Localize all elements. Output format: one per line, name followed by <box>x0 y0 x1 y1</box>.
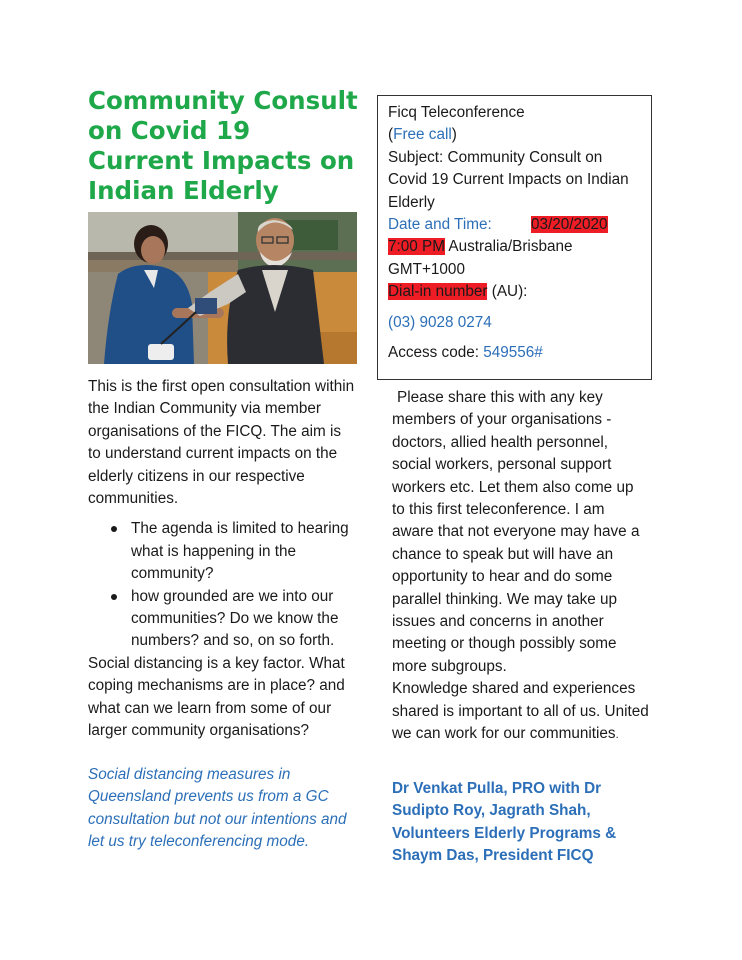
knowledge-period: . <box>615 729 619 742</box>
date-value: 03/20/2020 <box>531 216 608 234</box>
title-line: on Covid 19 <box>88 116 251 145</box>
timezone-value: Australia/Brisbane GMT+1000 <box>388 238 573 278</box>
datetime-line <box>388 214 641 281</box>
list-item: how grounded are we into our communities? Do we know the numbers? and so, on so forth. <box>88 586 358 653</box>
knowledge-paragraph <box>392 678 650 746</box>
page-title <box>88 86 363 206</box>
dialin-line <box>388 281 641 303</box>
box-title: Ficq Teleconference <box>388 104 525 121</box>
paren-open: ( <box>388 126 394 144</box>
phone-number[interactable]: (03) 9028 0274 <box>388 313 492 331</box>
signature-block: Dr Venkat Pulla, PRO with Dr Sudipto Roy, Jagrath Shah, Volunteers Elderly Programs & Shaym Das, President FICQ <box>392 780 617 865</box>
teleconference-box <box>377 95 652 380</box>
dialin-suffix: (AU): <box>487 283 528 301</box>
right-column <box>392 387 650 747</box>
doctor-patient-photo <box>88 212 357 364</box>
intro-paragraph: This is the first open consultation within the Indian Community via member organisations of the FICQ. The aim is to understand current impacts on the elderly citizens in our respective communities. <box>88 378 355 508</box>
paren-close: ) <box>451 126 457 144</box>
access-label: Access code: <box>388 344 484 362</box>
free-call-text: Free call <box>393 126 452 144</box>
title-line: Current Impacts on <box>88 146 355 175</box>
knowledge-text: Knowledge shared and experiences shared is important to all of us. United we can work for our communities <box>392 680 649 743</box>
list-item: The agenda is limited to hearing what is happening in the community? <box>88 518 358 585</box>
title-line: Community Consult <box>88 86 358 115</box>
left-column <box>88 376 358 743</box>
dialin-label: Dial-in number <box>388 283 488 301</box>
access-code-line <box>388 342 641 364</box>
italic-note: Social distancing measures in Queensland prevents us from a GC consultation but not our intentions and let us try teleconferencing mode. <box>88 766 347 851</box>
free-call-line <box>388 124 641 146</box>
agenda-list <box>88 518 358 652</box>
subject-line: Subject: Community Consult on Covid 19 Current Impacts on Indian Elderly <box>388 148 629 211</box>
access-code: 549556# <box>483 344 543 362</box>
share-paragraph: Please share this with any key members of your organisations - doctors, allied health personnel, social workers, personal support workers etc. Let them also come up to this first teleconference. I am aware that not everyone may have a chance to speak but will have an opportunity to hear and do some parallel thinking. We may take up issues and concerns in another meeting or though possibly some more subgroups. <box>392 389 640 675</box>
datetime-label: Date and Time: <box>388 216 492 234</box>
time-value: 7:00 PM <box>388 238 445 256</box>
social-distancing-paragraph: Social distancing is a key factor. What coping mechanisms are in place? and what can we learn from some of our larger community organisations? <box>88 654 345 740</box>
title-line: Indian Elderly <box>88 176 279 205</box>
